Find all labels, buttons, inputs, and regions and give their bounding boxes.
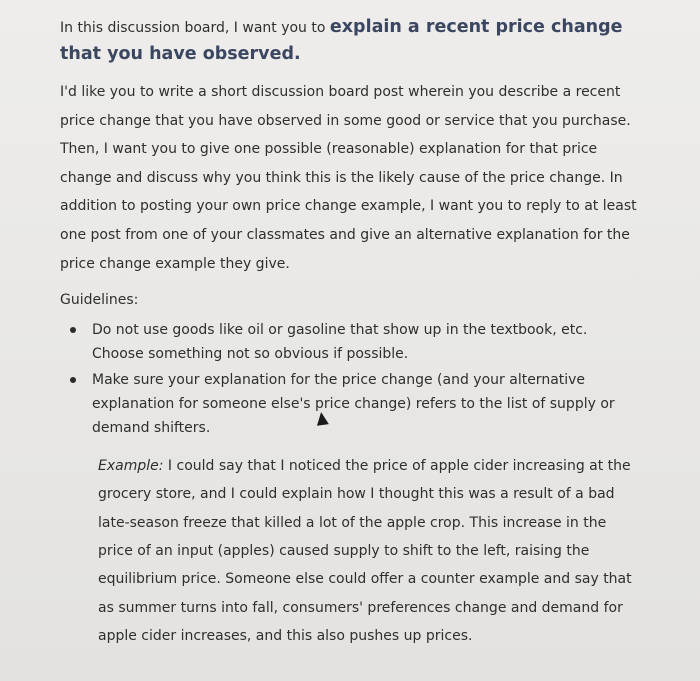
example-paragraph: [98, 452, 638, 650]
guidelines-heading: Guidelines:: [60, 292, 139, 309]
intro-paragraph: [60, 14, 640, 68]
bullet-icon: [70, 327, 76, 333]
guideline-text: Do not use goods like oil or gasoline that show up in the textbook, etc. Choose something not so obvious if possible.: [92, 322, 588, 363]
mouse-cursor-icon: [315, 411, 329, 426]
example-text: I could say that I noticed the price of apple cider increasing at the grocery store, and I could explain how I thought this was a result of a bad late-season freeze that killed a lot of the apple crop. This increase in the price of an input (apples) caused supply to shift to the left, raising the equilibrium price. Someone else could offer a counter example and say that as summer turns into fall, consumers' preferences change and demand for apple cider increases, and this also pushes up prices.: [98, 458, 632, 644]
guidelines-list: [60, 318, 660, 440]
guideline-text: Make sure your explanation for the price change (and your alternative explanation for someone else's price change) refers to the list of supply or demand shifters.: [92, 372, 615, 437]
example-label: Example:: [98, 458, 164, 475]
guideline-item: [68, 368, 637, 440]
instructions-paragraph: I'd like you to write a short discussion board post wherein you describe a recent price change that you have observed in some good or service that you purchase. Then, I want you to give one possible (reasonable) explanation for that price change and discuss why you think this is the likely cause of the price change. In addition to posting your own price change example, I want you to reply to at least one post from one of your classmates and give an alternative explanation for the price change example they give.: [60, 84, 637, 272]
intro-prefix: In this discussion board, I want you to: [60, 20, 330, 36]
intro-emphasis: explain a recent price change that you have observed.: [60, 17, 623, 64]
bullet-icon: [70, 377, 76, 383]
guideline-item: [68, 318, 637, 366]
